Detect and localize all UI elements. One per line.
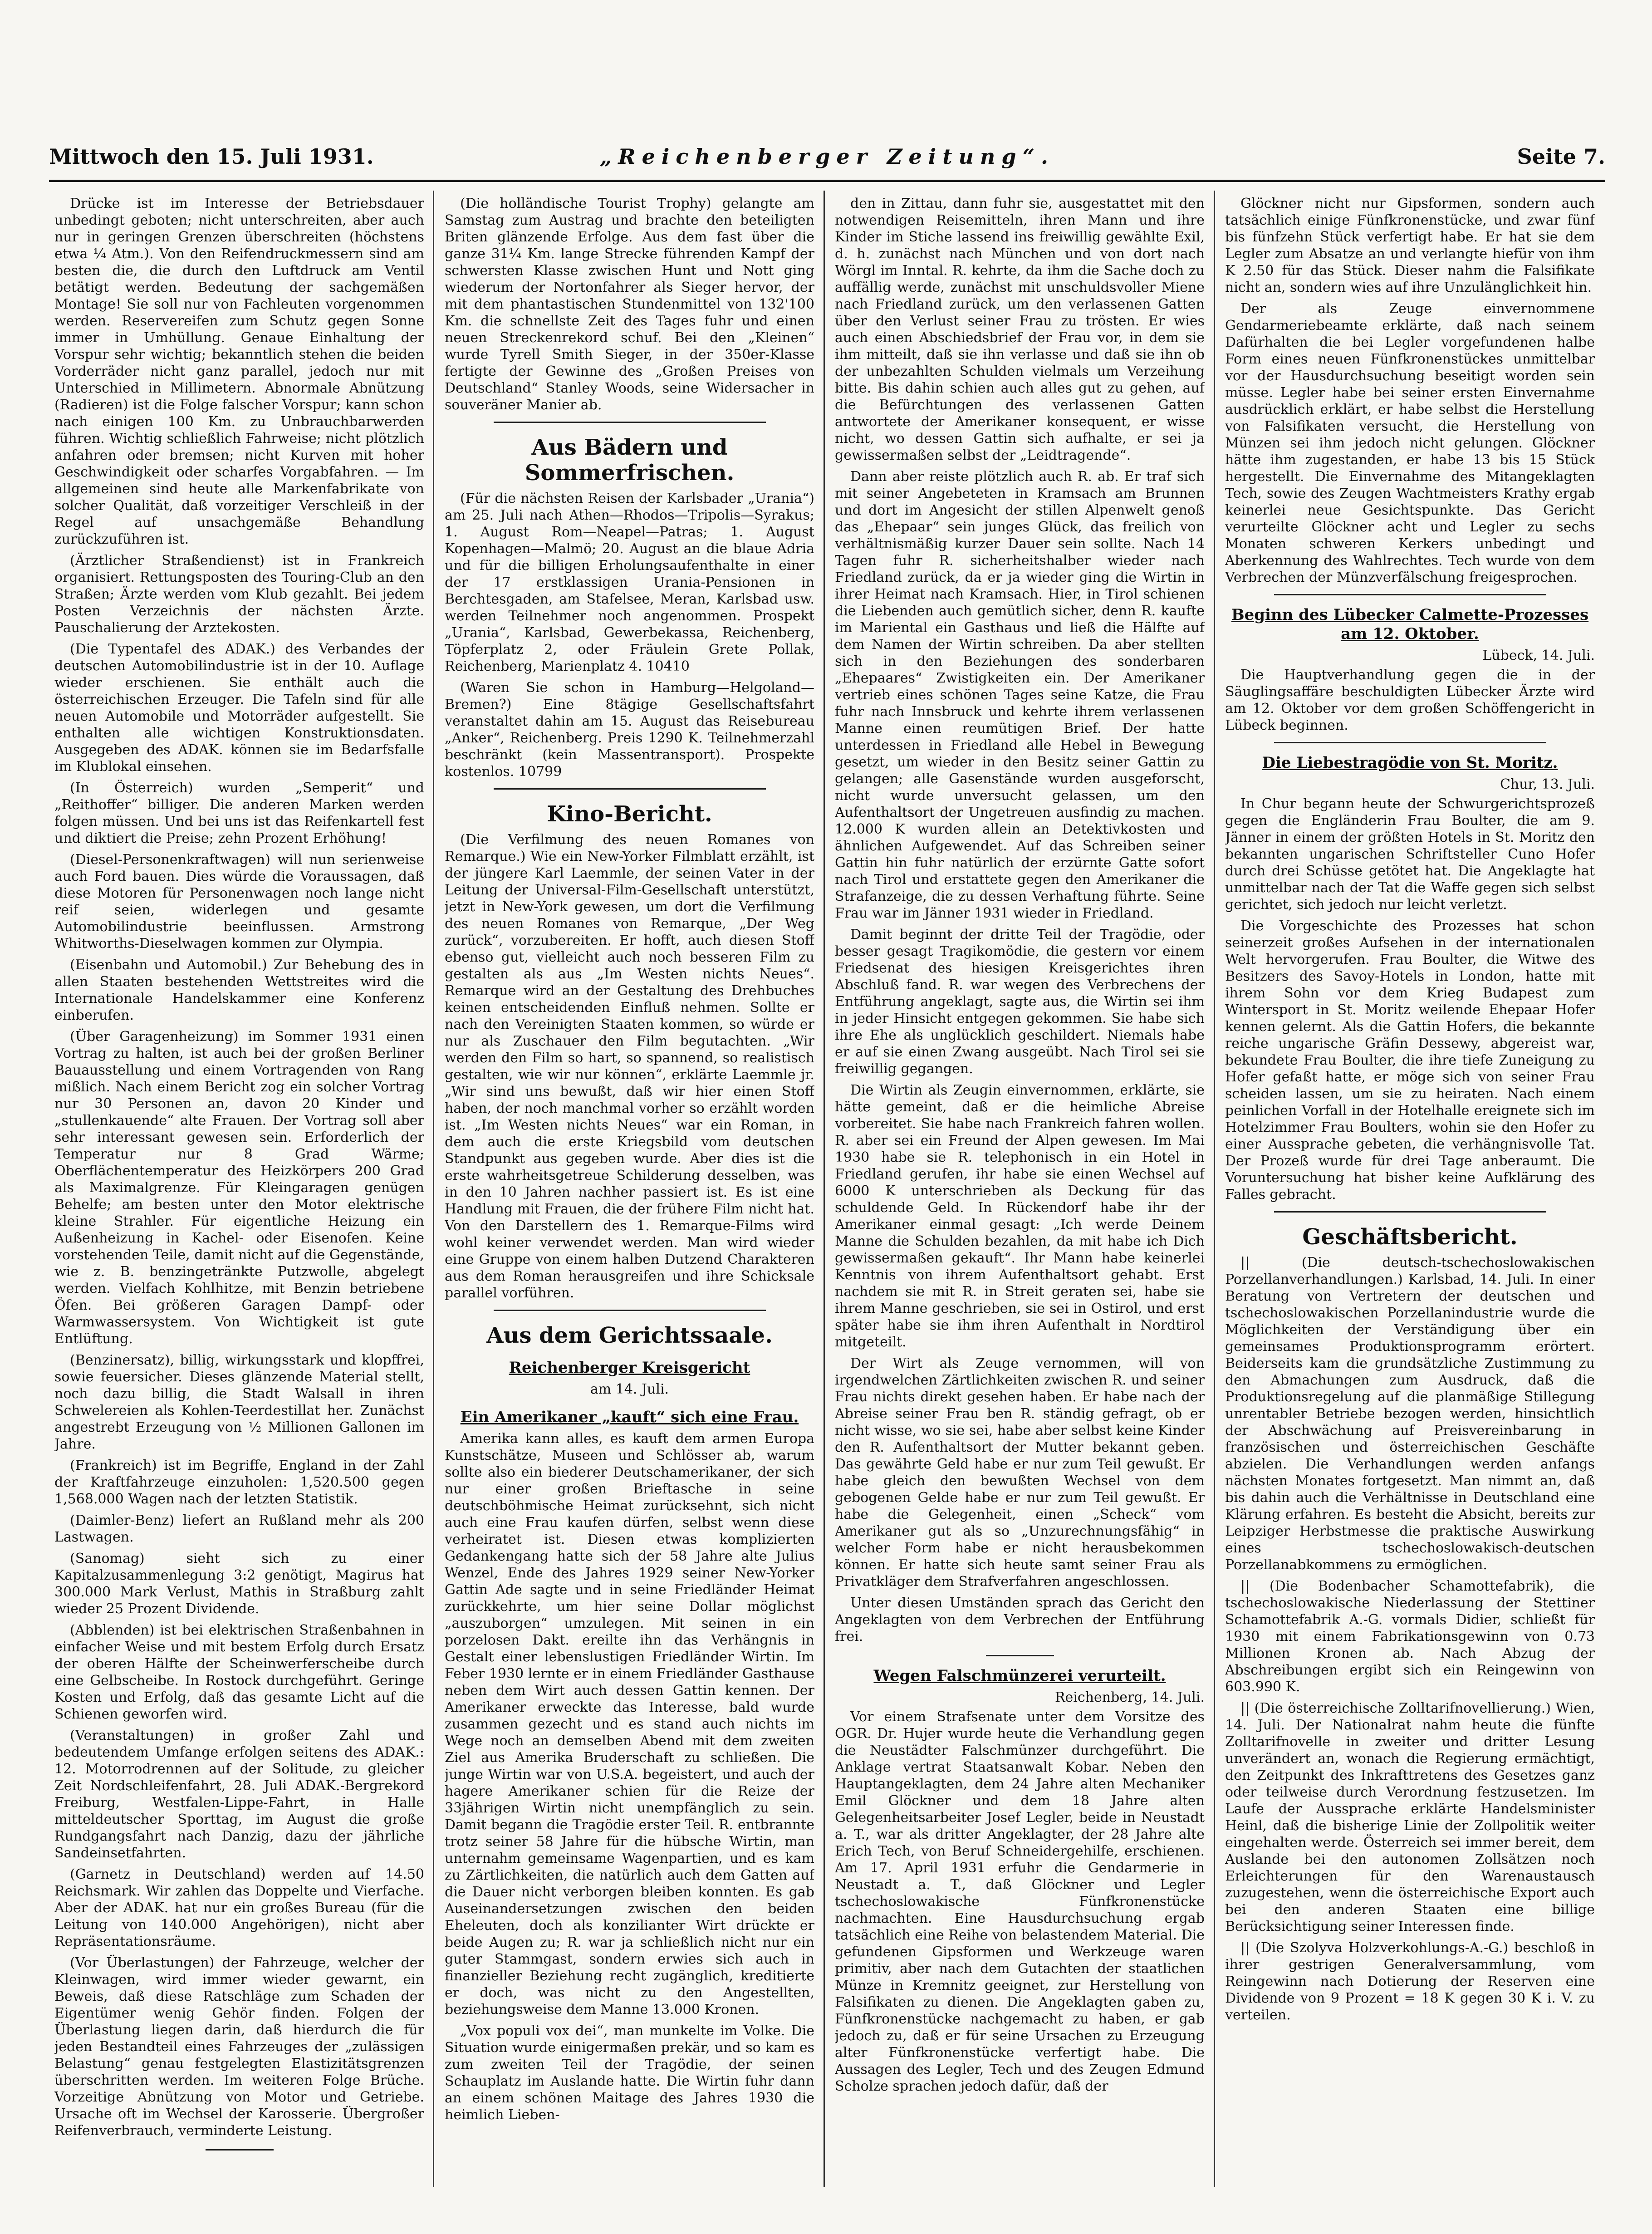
article-paragraph: In Chur begann heute der Schwurgerichtsprozeß gegen die Engländerin Frau Boulter, die am 9. Jänner in einem der größten Hotels in St. Moritz den bekannten ungarischen Schriftsteller Cuno Hofer durch drei Schüsse getötet hat. Die Angeklagte hat unmittelbar nach der Tat die Waffe gegen sich selbst gerichtet, sich jedoch nur leicht verletzt. <box>1225 796 1595 913</box>
article-paragraph: || (Die österreichische Zolltarifnovellierung.) Wien, 14. Juli. Der Nationalrat nahm heute die fünfte Zolltarifnovelle in zweiter und dritter Lesung unverändert an, wonach die Regierung ermächtigt, den Zeitpunkt des Inkrafttretens des Gesetzes ganz oder teilweise durch Verordnung festzusetzen. Im Laufe der Aussprache erklärte Handelsminister Heinl, daß die bisherige Linie der Zollpolitik weiter eingehalten werde. Österreich sei immer bereit, dem Auslande bei den autonomen Zollsätzen noch Erleichterungen für den Warenaustausch zuzugestehen, wenn die österreichische Export auch bei den anderen Staaten eine billige Berücksichtigung seiner Interessen finde. <box>1225 1700 1595 1934</box>
article-paragraph: (Die Verfilmung des neuen Romanes von Remarque.) Wie ein New-Yorker Filmblatt erzählt, ist der jüngere Karl Laemmle, der seinen Vater in der Leitung der Universal-Film-Gesellschaft unterstützt, jetzt in New-York gewesen, um dort die Verfilmung des neuen Romanes von Remarque, „Der Weg zurück“, vorzubereiten. Er hofft, auch diesen Stoff ebenso gut, vielleicht auch noch besseren Film zu gestalten als aus „Im Westen nichts Neues“. Remarque wird an der Gestaltung des Drehbuches keinen entscheidenden Einfluß nehmen. Sollte er nach den Vereinigten Staaten kommen, so würde er nur als Zuschauer den Film begutachten. „Wir werden den Film so hart, so spannend, so realistisch gestalten, wie wir nur können“, erklärte Laemmle jr. „Wir sind uns bewußt, daß wir hier einen Stoff haben, der noch manchmal vorher so erzählt worden ist. „Im Westen nichts Neues“ war ein Roman, in dem auch die erste Kriegsbild vom deutschen Standpunkt aus gegeben wurde. Aber dies ist die erste wahrheitsgetreue Schilderung desselben, was in den 10 Jahren nachher passiert ist. Es ist eine Handlung mit Frauen, die der frühere Film nicht hat. Von den Darstellern des 1. Remarque-Films wird wohl keiner verwendet werden. Man wird wieder eine Gruppe von einem halben Dutzend Charakteren aus dem Roman herausgreifen und ihre Schicksale parallel vorführen. <box>445 832 814 1301</box>
article-paragraph: (In Österreich) wurden „Semperit“ und „Reithoffer“ billiger. Die anderen Marken werden folgen müssen. Und bei uns ist das Reifenkartell fest und diktiert die Preise; zehn Prozent Erhöhung! <box>54 780 424 846</box>
article-paragraph: den in Zittau, dann fuhr sie, ausgestattet mit den notwendigen Reisemitteln, ihren Mann und ihre Kinder im Stiche lassend ins freiwillig gewählte Exil, d. h. zunächst nach München und von dort nach Wörgl im Inntal. R. kehrte, da ihm die Sache doch zu auffällig werde, zunächst mit unschuldsvoller Miene nach Friedland zurück, um den verlassenen Gatten über den Verlust seiner Frau zu trösten. Er wies auch einen Abschiedsbrief der Frau vor, in dem sie ihm mitteilt, daß sie ihn verlasse und daß sie ihn ob der unbezahlten Schulden vielmals um Verzeihung bitte. Bis dahin schien auch alles gut zu gehen, auf die Befürchtungen des verlassenen Gatten antwortete der Amerikaner konsequent, er wisse nicht, wo dessen Gattin sich aufhalte, er sei ja gewissermaßen selbst der „Leidtragende“. <box>835 196 1205 463</box>
article-paragraph: (Benzinersatz), billig, wirkungsstark und klopffrei, sowie feuersicher. Dieses glänzende Material stellt, noch dazu billig, die Stadt Walsall in ihren Schwelereien als Kohlen-Teerdestillat her. Zunächst angestrebt Erzeugung von ½ Millionen Gallonen im Jahre. <box>54 1352 424 1452</box>
article-paragraph: (Abblenden) ist bei elektrischen Straßenbahnen in einfacher Weise und mit bestem Erfolg durch Ersatz der oberen Hälfte der Scheinwerferscheibe durch eine Gelbscheibe. In Rostock durchgeführt. Geringe Kosten und Erfolg, daß das gesamte Licht auf die Schienen geworfen wird. <box>54 1622 424 1722</box>
article-paragraph: (Eisenbahn und Automobil.) Zur Behebung des in allen Staaten bestehenden Wettstreites wird die Internationale Handelskammer eine Konferenz einberufen. <box>54 957 424 1023</box>
article-paragraph: Amerika kann alles, es kauft dem armen Europa Kunstschätze, Museen und Schlösser ab, warum sollte also ein biederer Deutschamerikaner, der sich nur einer großen Brieftasche in seine deutschböhmische Heimat zurücksehnt, sich nicht auch eine Frau kaufen dürfen, selbst wenn diese verheiratet ist. Diesen etwas komplizierten Gedankengang hatte sich der 58 Jahre alte Julius Wenzel, Ende des Jahres 1929 seiner New-Yorker Gattin Ade sagte und in seine Friedländer Heimat zurückkehrte, um hier seine Dollar möglichst „auszuborgen“ umzulegen. Mit seinen in ein porzelosen Dakt. ereilte ihn das Verhängnis in Gestalt einer lebenslustigen Friedländer Wirtin. Im Feber 1930 lernte er in einem Friedländer Gasthause neben dem Wirt auch dessen Gattin kennen. Der Amerikaner erweckte das Interesse, bald wurde zusammen gezecht und es stand auch nichts im Wege noch an demselben Abend mit dem zweiten Ziel aus Amerika Bruderschaft zu schließen. Die junge Wirtin war von U.S.A. begeistert, und auch der hagere Amerikaner schien für die Reize der 33jährigen Wirtin nicht unempfänglich zu sein. Damit begann die Tragödie erster Teil. R. entbrannte trotz seiner 58 Jahre für die hübsche Wirtin, man unternahm gemeinsame Wagenpartien, und es kam zu Zärtlichkeiten, die natürlich auch dem Gatten auf die Dauer nicht verborgen bleiben konnten. Es gab Auseinandersetzungen zwischen den beiden Eheleuten, doch als konzilianter Wirt drückte er beide Augen zu; R. war ja schließlich nicht nur ein guter Stammgast, sondern erwies sich auch in finanzieller Beziehung recht zugänglich, kreditierte er doch, was nicht zu den Angestellten, beziehungsweise dem Manne 13.000 Kronen. <box>445 1431 814 2018</box>
article-paragraph: (Diesel-Personenkraftwagen) will nun serienweise auch Ford bauen. Dies würde die Voraussagen, daß diese Motoren für Personenwagen noch lange nicht reif seien, widerlegen und gesamte Automobilindustrie beeinflussen. Armstrong Whitworths-Dieselwagen kommen zur Olympia. <box>54 852 424 952</box>
dateline: Reichenberg, 14. Juli. <box>1054 1689 1205 1705</box>
article-paragraph: (Frankreich) ist im Begriffe, England in der Zahl der Kraftfahrzeuge einzuholen: 1,520.500 gegen 1,568.000 Wagen nach der letzten Statistik. <box>54 1458 424 1507</box>
issue-date: Mittwoch den 15. Juli 1931. <box>49 144 374 169</box>
page-number: Seite 7. <box>1517 144 1605 169</box>
section-heading: Kino-Bericht. <box>547 801 712 827</box>
article-paragraph: Drücke ist im Interesse der Betriebsdauer unbedingt geboten; nicht unterschreiten, aber auch nur in geringen Grenzen überschreiten (höchstens etwa ¼ Atm.). Von den Reifendruckmessern sind am besten die, die durch den Luftdruck am Ventil betätigt werden. Bedeutung der sachgemäßen Montage! Sie soll nur von Fachleuten vorgenommen werden. Reservereifen zum Schutz gegen Sonne immer in Umhüllung. Genaue Einhaltung der Vorspur sehr wichtig; bekanntlich stehen die beiden Vorderräder nicht ganz parallel, jedoch nur mit Unterschied in Millimetern. Abnormale Abnützung (Radieren) ist die Folge falscher Vorspur; kann schon nach einigen 100 Km. zu Unbrauchbarwerden führen. Wichtig schließlich Fahrweise; nicht plötzlich anfahren oder bremsen; nicht Kurven mit hoher Geschwindigkeit oder scharfes Vorgabfahren. — Im allgemeinen sind heute alle Markenfabrikate von solcher Qualität, daß vorzeitiger Verschleiß in der Regel auf unsachgemäße Behandlung zurückzuführen ist. <box>54 196 424 547</box>
article-paragraph: Die Vorgeschichte des Prozesses hat schon seinerzeit großes Aufsehen in der internationalen Welt hervorgerufen. Frau Boulter, die Witwe des Besitzers des Savoy-Hotels in London, hatte mit ihrem Sohn vor dem Krieg Budapest zum Wintersport in St. Moritz weilende Ehepaar Hofer kennen gelernt. Als die Gattin Hofers, die bekannte reiche ungarische Gräfin Dessewy, abgereist war, bekundete Frau Boulter, die ihre tiefe Zuneigung zu Hofer gefaßt hatte, er möge sich von seiner Frau scheiden lassen, um sie zu heiraten. Nach einem peinlichen Vorfall in der Hotelhalle ereignete sich im Hotelzimmer Frau Boulters, wohin sie den Hofer zu einer Aussprache gebeten, die verhängnisvolle Tat. Der Prozeß wurde für drei Tage anberaumt. Die Voruntersuchung hat bisher keine Aufklärung des Falles gebracht. <box>1225 918 1595 1203</box>
subheading: am 14. Juli. <box>590 1381 669 1397</box>
article-paragraph: (Die holländische Tourist Trophy) gelangte am Samstag zum Austrag und brachte den beteiligten Briten glänzende Erfolge. Aus dem fast über die ganze 31¼ Km. lange Strecke führenden Kampf der schwersten Klasse zwischen Hunt und Nott ging wiederum der Nortonfahrer als Sieger hervor, der mit dem phantastischen Stundenmittel von 132'100 Km. die schnellste Zeit des Tages fuhr und einen neuen Streckenrekord schuf. Bei den „Kleinen“ wurde Tyrell Smith Sieger, in der 350er-Klasse fertigte der Gewinne des „Großen Preises von Deutschland“ Stanley Woods, seine Widersacher in souveräner Manier ab. <box>445 196 814 413</box>
section-separator <box>1274 742 1546 743</box>
column-2 <box>445 195 814 2183</box>
section-separator <box>494 422 766 423</box>
column-1 <box>54 195 424 2183</box>
article-paragraph: (Waren Sie schon in Hamburg—Helgoland—Bremen?) Eine 8tägige Gesellschaftsfahrt veranstaltet dahin am 15. August das Reisebureau „Anker“, Reichenberg. Preis 1290 K. Teilnehmerzahl beschränkt (kein Massentransport). Prospekte kostenlos. 10799 <box>445 680 814 780</box>
article-paragraph: Die Wirtin als Zeugin einvernommen, erklärte, sie hätte gemeint, daß er die heimliche Abreise vorbereitet. Sie habe nach Frankreich fahren wollen. R. aber sei ein Freund der Alpen gewesen. Im Mai 1930 habe sie R. telephonisch in ein Hotel in Friedland gerufen, ihr habe sie einen Wechsel auf 6000 K unterschrieben als Deckung für das schuldende Geld. In Rückendorf habe ihr der Amerikaner einmal gesagt: „Ich werde Deinem Manne die Schulden bezahlen, da mit habe ich Dich gewissermaßen gekauft“. Ihr Mann habe keinerlei Kenntnis von ihrem Aufenthaltsort gehabt. Erst nachdem sie mit R. in Streit geraten sei, habe sie ihrem Manne geschrieben, sie sei in Ostirol, und erst später habe sie ihm ihren Aufenthalt in Nordtirol mitgeteilt. <box>835 1082 1205 1350</box>
section-separator <box>206 2149 274 2151</box>
article-paragraph: „Vox populi vox dei“, man munkelte im Volke. Die Situation wurde einigermaßen prekär, und so kam es zum zweiten Teil der Tragödie, der seinen Schauplatz im Auslande hatte. Die Wirtin fuhr dann an einem schönen Maitage des Jahres 1930 die heimlich Lieben- <box>445 2023 814 2123</box>
article-paragraph: (Daimler-Benz) liefert an Rußland mehr als 200 Lastwagen. <box>54 1512 424 1545</box>
section-heading: Aus Bädern und Sommerfrischen. <box>525 435 735 486</box>
article-paragraph: || (Die deutsch-tschechoslowakischen Porzellanverhandlungen.) Karlsbad, 14. Juli. In einer Beratung von Vertretern der deutschen und tschechoslowakischen Porzellanindustrie wurde die Möglichkeiten der Verständigung über ein gemeinsames Produktionsprogramm erörtert. Beiderseits kam die grundsätzliche Zustimmung zu den Abmachungen zum Ausdruck, daß die Produktionsregelung auf die planmäßige Stillegung unrentabler Betriebe bezogen werden, hinsichtlich der Abschwächung auf Preisvereinbarung in französischen und österreichischen Geschäfte abzielen. Die Verhandlungen werden anfangs nächsten Monates fortgesetzt. Man nimmt an, daß bis dahin auch die Verhältnisse in Deutschland eine Klärung erfahren. Es besteht die Absicht, bereits zur Leipziger Herbstmesse die praktische Auswirkung eines tschechoslowakisch-deutschen Porzellanabkommens zu ermöglichen. <box>1225 1255 1595 1573</box>
article-paragraph: Der Wirt als Zeuge vernommen, will von irgendwelchen Zärtlichkeiten zwischen R. und seiner Frau nichts direkt gesehen haben. Er habe nach der Abreise seiner Frau ben R. ständig gefragt, ob er nicht wisse, wo sie sei, habe aber selbst keine Kinder den R. Aufenthaltsort der Mutter bekannt geben. Das gewährte Geld habe er nur zum Teil gewußt. Er habe gleich den bewußten Wechsel von dem gebogenen Gelde habe er nur zum Teil gewußt. Er habe die Gelegenheit, einen „Scheck“ vom Amerikaner gut als so „Unzurechnungsfähig“ in welcher Form habe er nicht herausbekommen können. Er hatte sich heute samt seiner Frau als Privatkläger dem Strafverfahren angeschlossen. <box>835 1355 1205 1590</box>
article-paragraph: (Vor Überlastungen) der Fahrzeuge, welcher der Kleinwagen, wird immer wieder gewarnt, ein Beweis, daß diese Ratschläge zum Schaden der Eigentümer wenig Gehör finden. Folgen der Überlastung liegen darin, daß hierdurch die für jeden Bestandteil eines Fahrzeuges der „zulässigen Belastung“ genau festgelegten Elastizitätsgrenzen überschritten werden. Im weiteren Folge Brüche. Vorzeitige Abnützung von Motor und Getriebe. Ursache oft im Wechsel der Karosserie. Übergroßer Reifenverbrauch, verminderte Leistung. <box>54 1955 424 2139</box>
dateline: Lübeck, 14. Juli. <box>1482 648 1595 663</box>
article-paragraph: Unter diesen Umständen sprach das Gericht den Angeklagten von dem Verbrechen der Entführung frei. <box>835 1595 1205 1645</box>
section-separator <box>986 1655 1054 1656</box>
article-paragraph: (Ärztlicher Straßendienst) ist in Frankreich organisiert. Rettungsposten des Touring-Club an den Straßen; Ärzte werden vom Klub gezahlt. Bei jedem Posten Verzeichnis der nächsten Ärzte. Pauschalierung der Arztekosten. <box>54 553 424 636</box>
article-paragraph: (Veranstaltungen) in großer Zahl und bedeutendem Umfange erfolgen seitens des ADAK.: 12. Motorrodrennen auf der Solitude, zu gleicher Zeit Nordschleifenfahrt, 28. Juli ADAK.-Bergrekord Freiburg, Westfalen-Lippe-Fahrt, in Halle mitteldeutscher Sporttag, im August die große Rundgangsfahrt nach Danzig, dazu der jährliche Sandeinsetfahrten. <box>54 1728 424 1861</box>
column-divider <box>824 191 825 2187</box>
article-headline: Reichenberger Kreisgericht <box>509 1359 750 1377</box>
article-paragraph: || (Die Bodenbacher Schamottefabrik), die tschechoslowakische Niederlassung der Stettiner Schamottefabrik A.-G. vormals Didier, schließt für 1930 mit einem Fabrikationsgewinn von 0.73 Millionen Kronen ab. Nach Abzug der Abschreibungen ergibt sich ein Reingewinn von 603.990 K. <box>1225 1578 1595 1695</box>
section-heading: Geschäftsbericht. <box>1302 1224 1518 1250</box>
article-paragraph: Damit beginnt der dritte Teil der Tragödie, oder besser gesagt Tragikomödie, die gestern vor einem Friedsenat des hiesigen Kreisgerichtes ihren Abschluß fand. R. war wegen des Verbrechens der Entführung angeklagt, sagte aus, die Wirtin sei ihm in jeder Hinsicht entgegen gekommen. Sie habe sich ihre Ehe als unglücklich geschildert. Niemals habe er auf sie einen Zwang ausgeübt. Nach Tirol sei sie freiwillig gegangen. <box>835 927 1205 1077</box>
article-headline: Die Liebestragödie von St. Moritz. <box>1262 754 1558 772</box>
column-3 <box>835 195 1205 2183</box>
article-paragraph: (Über Garagenheizung) im Sommer 1931 einen Vortrag zu halten, ist auch bei der großen Berliner Bauausstellung und einem Vortragenden von Rang mißlich. Nach einem Bericht zog ein solcher Vortrag nur 30 Personen an, davon 20 Kinder und „stullenkauende“ alte Frauen. Der Vortrag soll aber sehr interessant gewesen sein. Erforderlich der Temperatur nur 8 Grad Wärme; Oberflächentemperatur des Heizkörpers 200 Grad als Maximalgrenze. Für Kleingaragen genügen Behelfe; am besten unter den Motor elektrische kleine Strahler. Für eigentliche Heizung ein Außenheizung in Kachel- oder Eisenofen. Keine vorstehenden Teile, damit nicht auf die Gegenstände, wie z. B. benzingetränkte Putzwolle, abgelegt werden. Vielfach Kohlhitze, mit Benzin betriebene Öfen. Bei größeren Garagen Dampf- oder Warmwassersystem. Von Wichtigkeit ist gute Entlüftung. <box>54 1029 424 1347</box>
page-header <box>49 144 1605 176</box>
article-paragraph: (Die Typentafel des ADAK.) des Verbandes der deutschen Automobilindustrie ist in der 10. Auflage wieder erschienen. Sie enthält auch die österreichischen Erzeuger. Die Tafeln sind für alle neuen Automobile und Motorräder aufgestellt. Sie enthalten alle wichtigen Konstruktionsdaten. Ausgegeben des ADAK. können sie im Bedarfsfalle im Klublokal einsehen. <box>54 641 424 775</box>
article-paragraph: Der als Zeuge einvernommene Gendarmeriebeamte erklärte, daß nach seinem Dafürhalten die bei Legler vorgefundenen halbe Form eines neuen Fünfkronenstückes unmittelbar vor der Hausdurchsuchung beseitigt worden sein müsse. Legler habe bei seiner ersten Einvernahme ausdrücklich erklärt, er habe selbst die Herstellung von Falsifikaten versucht, die Herstellung von Münzen sei ihm jedoch nicht gelungen. Glöckner hätte ihm zugestanden, er habe 13 bis 15 Stück hergestellt. Die Einvernahme des Mitangeklagten Tech, sowie des Zeugen Wachtmeisters Krathy ergab keinerlei neue Gesichtspunkte. Das Gericht verurteilte Glöckner acht und Legler zu sechs Monaten schweren Kerkers unbedingt und Aberkennung des Wahlrechtes. Tech wurde von dem Verbrechen der Münzverfälschung freigesprochen. <box>1225 301 1595 585</box>
section-separator <box>494 788 766 790</box>
article-paragraph: Die Hauptverhandlung gegen die in der Säuglingsaffäre beschuldigten Lübecker Ärzte wird am 12. Oktober vor dem großen Schöffengericht in Lübeck beginnen. <box>1225 667 1595 733</box>
newspaper-name: „Reichenberger Zeitung“. <box>599 144 1055 169</box>
column-divider <box>1214 191 1215 2187</box>
column-divider <box>433 191 434 2187</box>
article-paragraph: || (Die Szolyva Holzverkohlungs-A.-G.) beschloß in ihrer gestrigen Generalversammlung, vom Reingewinn nach Dotierung der Reserven eine Dividende von 9 Prozent = 18 K gegen 30 K i. V. zu verteilen. <box>1225 1940 1595 2023</box>
article-headline: Ein Amerikaner „kauft“ sich eine Frau. <box>460 1408 799 1426</box>
header-rule <box>49 180 1605 182</box>
section-separator <box>1274 594 1546 595</box>
column-4 <box>1225 195 1595 2183</box>
article-paragraph: Dann aber reiste plötzlich auch R. ab. Er traf sich mit seiner Angebeteten in Kramsach am Brunnen und dort im Angesicht der stillen Alpenwelt genoß das „Ehepaar“ sein junges Glück, das freilich von verhältnismäßig kurzer Dauer sein sollte. Nach 14 Tagen fuhr R. sicherheitshalber wieder nach Friedland zurück, da er ja wieder ging die Wirtin in ihrer Heimat nach Kramsach. Hier, in Tirol schienen die Liebenden auch gemütlich sicher, denn R. kaufte im Mariental ein Gasthaus und ließ die Hälfte auf dem Namen der Wirtin schreiben. Da aber stellten sich in den Beziehungen des sonderbaren „Ehepaares“ Zwistigkeiten ein. Der Amerikaner vertrieb eines schönen Tages seine Katze, die Frau fuhr nach Innsbruck und kehrte ihrem verlassenen Manne einen reumütigen Brief. Der hatte unterdessen in Friedland alle Hebel in Bewegung gesetzt, um wieder in den Besitz seiner Gattin zu gelangen; alle Gasenstände wurden ausgeforscht, nicht wurde unversucht gelassen, um den Aufenthaltsort der Ungetreuen ausfindig zu machen. 12.000 K wurden allein an Detektivkosten und ähnlichen Aufgewendet. Auf das Schreiben seiner Gattin hin fuhr natürlich der erzürnte Gatte sofort nach Tirol und erstattete gegen den Amerikaner die Strafanzeige, die zu dessen Verhaftung führte. Seine Frau war im Jänner 1931 wieder in Friedland. <box>835 469 1205 921</box>
article-headline: Wegen Falschmünzerei verurteilt. <box>873 1667 1166 1685</box>
section-separator <box>1274 1211 1546 1213</box>
dateline: Chur, 13. Juli. <box>1500 776 1595 792</box>
article-paragraph: Vor einem Strafsenate unter dem Vorsitze des OGR. Dr. Hujer wurde heute die Verhandlung gegen die Neustädter Falschmünzer durchgeführt. Die Anklage vertrat Staatsanwalt Kobar. Neben den Hauptangeklagten, dem 24 Jahre alten Mechaniker Emil Glöckner und dem 18 Jahre alten Gelegenheitsarbeiter Josef Legler, beide in Neustadt a. T., war als dritter Angeklagter, der 28 Jahre alte Erich Tech, von Beruf Schneidergehilfe, erschienen. Am 17. April 1931 erfuhr die Gendarmerie in Neustadt a. T., daß Glöckner und Legler tschechoslowakische Fünfkronenstücke nachmachten. Eine Hausdurchsuchung ergab tatsächlich eine Reihe von belastendem Material. Die gefundenen Gipsformen und Werkzeuge waren primitiv, aber nach dem Gutachten der staatlichen Münze in Kremnitz geeignet, zur Herstellung von Falsifikaten zu dienen. Die Angeklagten gaben zu, Fünfkronenstücke nachgemacht zu haben, er gab jedoch zu, daß er für seine Ursachen zu Erzeugung alter Fünfkronenstücke verfertigt habe. Die Aussagen des Legler, Tech und des Zeugen Edmund Scholze sprachen jedoch dafür, daß der <box>835 1709 1205 2094</box>
section-heading: Aus dem Gerichtssaale. <box>486 1323 773 1348</box>
article-paragraph: (Für die nächsten Reisen der Karlsbader „Urania“) am 25. Juli nach Athen—Rhodos—Tripolis—Syrakus; 1. August Rom—Neapel—Patras; 1. August Kopenhagen—Malmö; 20. August an die blaue Adria und für die billigen Erholungsaufenthalte in einer der 17 erstklassigen Urania-Pensionen in Berchtesgaden, am Stafelsee, Meran, Karlsbad usw. werden Teilnehmer noch angenommen. Prospekt „Urania“, Karlsbad, Gewerbekassa, Reichenberg, Töpferplatz 2, oder Fräulein Grete Pollak, Reichenberg, Marienplatz 4. 10410 <box>445 491 814 674</box>
article-paragraph: (Garnetz in Deutschland) werden auf 14.50 Reichsmark. Wir zahlen das Doppelte und Vierfache. Aber der ADAK. hat nur ein großes Bureau (für die Leitung von 140.000 Angehörigen), nicht aber Repräsentationsräume. <box>54 1866 424 1949</box>
article-headline: Beginn des Lübecker Calmette-Prozesses am 12. Oktober. <box>1231 606 1589 643</box>
article-paragraph: Glöckner nicht nur Gipsformen, sondern auch tatsächlich einige Fünfkronenstücke, und zwar fünf bis fünfzehn Stück verfertigt habe. Er hat sie dem Legler zum Absatze an und verlangte hiefür von ihm K 2.50 für das Stück. Dieser nahm die Falsifikate nicht an, sondern wies auf ihre Unzulänglichkeit hin. <box>1225 196 1595 295</box>
article-paragraph: (Sanomag) sieht sich zu einer Kapitalzusammenlegung 3:2 genötigt, Magirus hat 300.000 Mark Verlust, Mathis in Straßburg zahlt wieder 25 Prozent Dividende. <box>54 1551 424 1617</box>
section-separator <box>494 1310 766 1311</box>
